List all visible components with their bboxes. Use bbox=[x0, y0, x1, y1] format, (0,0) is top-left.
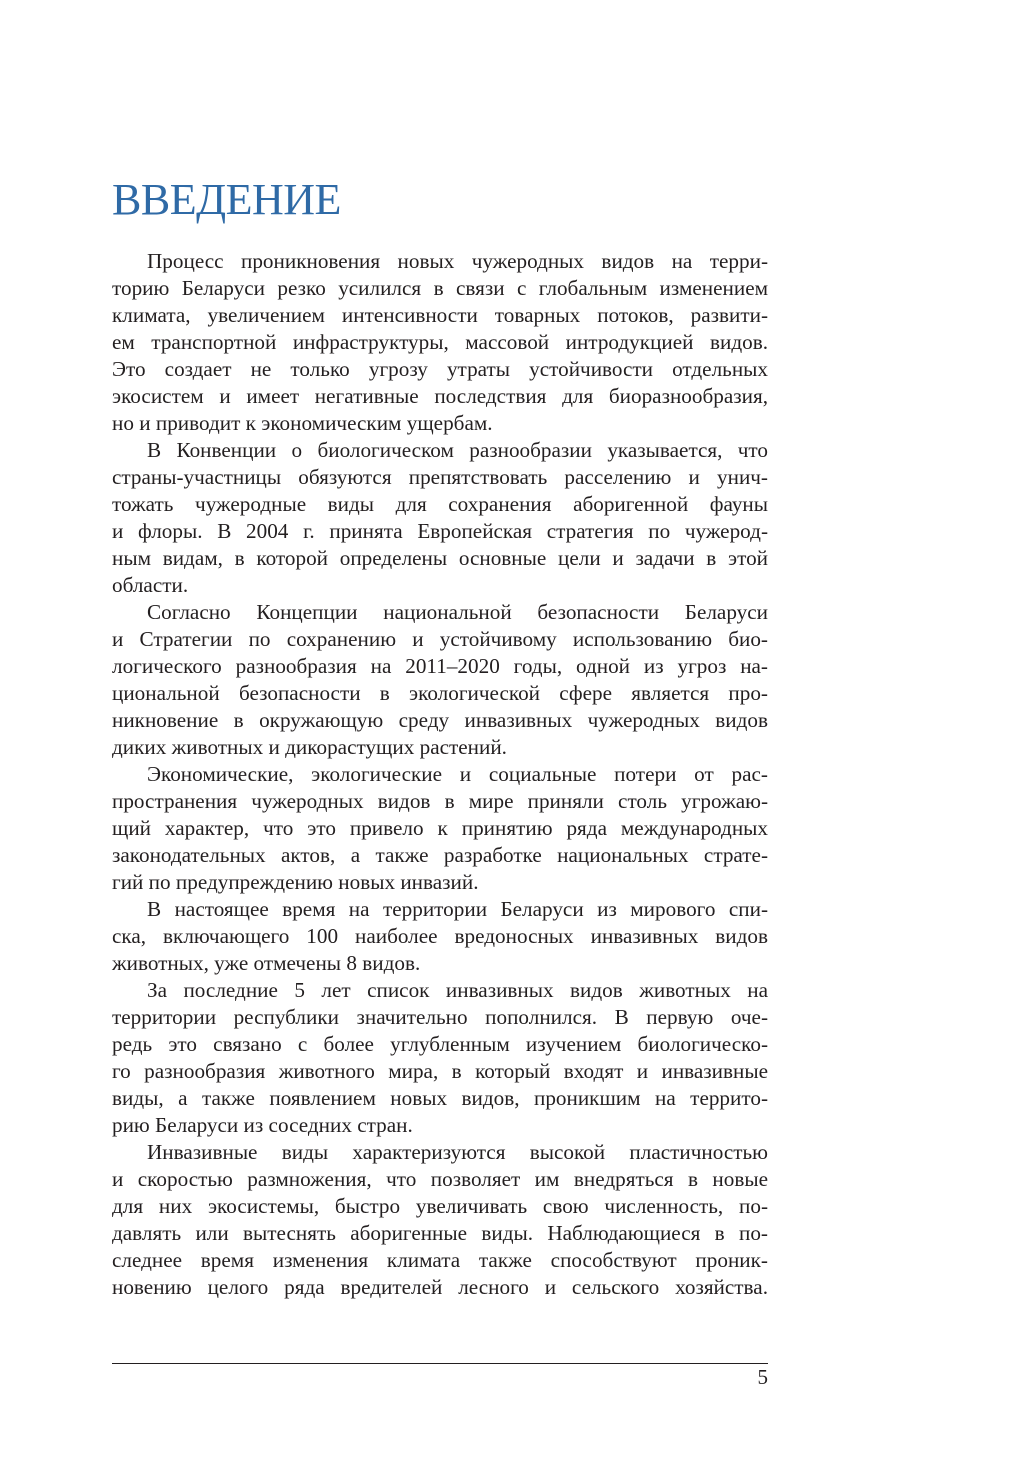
text-line: Это создает не только угрозу утраты устойчивости отдельных bbox=[112, 357, 768, 381]
text-line: Процесс проникновения новых чужеродных видов на терри- bbox=[147, 249, 768, 273]
text-line: страны-участницы обязуются препятствовать расселению и унич- bbox=[112, 465, 768, 489]
text-line: законодательных актов, а также разработке национальных страте- bbox=[112, 843, 768, 867]
text-line: В Конвенции о биологическом разнообразии указывается, что bbox=[147, 438, 768, 462]
text-line: диких животных и дикорастущих растений. bbox=[112, 735, 507, 759]
text-line: области. bbox=[112, 573, 189, 597]
text-line: логического разнообразия на 2011–2020 годы, одной из угроз на- bbox=[112, 654, 768, 678]
text-line: щий характер, что это привело к принятию ряда международных bbox=[112, 816, 768, 840]
text-line: Экономические, экологические и социальные потери от рас- bbox=[147, 762, 768, 786]
text-line: ным видам, в которой определены основные цели и задачи в этой bbox=[112, 546, 768, 570]
text-line: рию Беларуси из соседних стран. bbox=[112, 1113, 413, 1137]
body-text bbox=[112, 248, 768, 1301]
text-line: и скоростью размножения, что позволяет им внедряться в новые bbox=[112, 1167, 768, 1191]
page-number: 5 bbox=[757, 1365, 768, 1389]
text-line: и Стратегии по сохранению и устойчивому использованию био- bbox=[112, 627, 768, 651]
text-line: экосистем и имеет негативные последствия для биоразнообразия, bbox=[112, 384, 768, 408]
text-line: территории республики значительно пополнился. В первую оче- bbox=[112, 1005, 768, 1029]
text-line: В настоящее время на территории Беларуси из мирового спи- bbox=[147, 897, 768, 921]
text-line: Инвазивные виды характеризуются высокой пластичностью bbox=[147, 1140, 768, 1164]
text-line: За последние 5 лет список инвазивных видов животных на bbox=[147, 978, 768, 1002]
text-line: торию Беларуси резко усилился в связи с глобальным изменением bbox=[112, 276, 768, 300]
text-line: циональной безопасности в экологической сфере является про- bbox=[112, 681, 768, 705]
text-line: животных, уже отмечены 8 видов. bbox=[112, 951, 421, 975]
text-line: гий по предупреждению новых инвазий. bbox=[112, 870, 479, 894]
text-line: виды, а также появлением новых видов, проникшим на террито- bbox=[112, 1086, 768, 1110]
text-line: пространения чужеродных видов в мире приняли столь угрожаю- bbox=[112, 789, 768, 813]
footer-rule bbox=[112, 1363, 768, 1364]
text-line: но и приводит к экономическим ущербам. bbox=[112, 411, 493, 435]
text-line: следнее время изменения климата также способствуют проник- bbox=[112, 1248, 768, 1272]
text-line: никновение в окружающую среду инвазивных чужеродных видов bbox=[112, 708, 768, 732]
text-line: давлять или вытеснять аборигенные виды. Наблюдающиеся в по- bbox=[112, 1221, 768, 1245]
text-line: для них экосистемы, быстро увеличивать свою численность, по- bbox=[112, 1194, 768, 1218]
text-line: редь это связано с более углубленным изучением биологическо- bbox=[112, 1032, 768, 1056]
text-line: го разнообразия животного мира, в который входят и инвазивные bbox=[112, 1059, 768, 1083]
text-line: ем транспортной инфраструктуры, массовой интродукцией видов. bbox=[112, 330, 768, 354]
text-line: тожать чужеродные виды для сохранения аборигенной фауны bbox=[112, 492, 768, 516]
text-line: новению целого ряда вредителей лесного и сельского хозяйства. bbox=[112, 1275, 768, 1299]
text-line: ска, включающего 100 наиболее вредоносных инвазивных видов bbox=[112, 924, 768, 948]
page-title: ВВЕДЕНИЕ bbox=[112, 175, 341, 224]
text-line: климата, увеличением интенсивности товарных потоков, развити- bbox=[112, 303, 768, 327]
text-line: Согласно Концепции национальной безопасности Беларуси bbox=[147, 600, 768, 624]
text-line: и флоры. В 2004 г. принята Европейская стратегия по чужерод- bbox=[112, 519, 768, 543]
